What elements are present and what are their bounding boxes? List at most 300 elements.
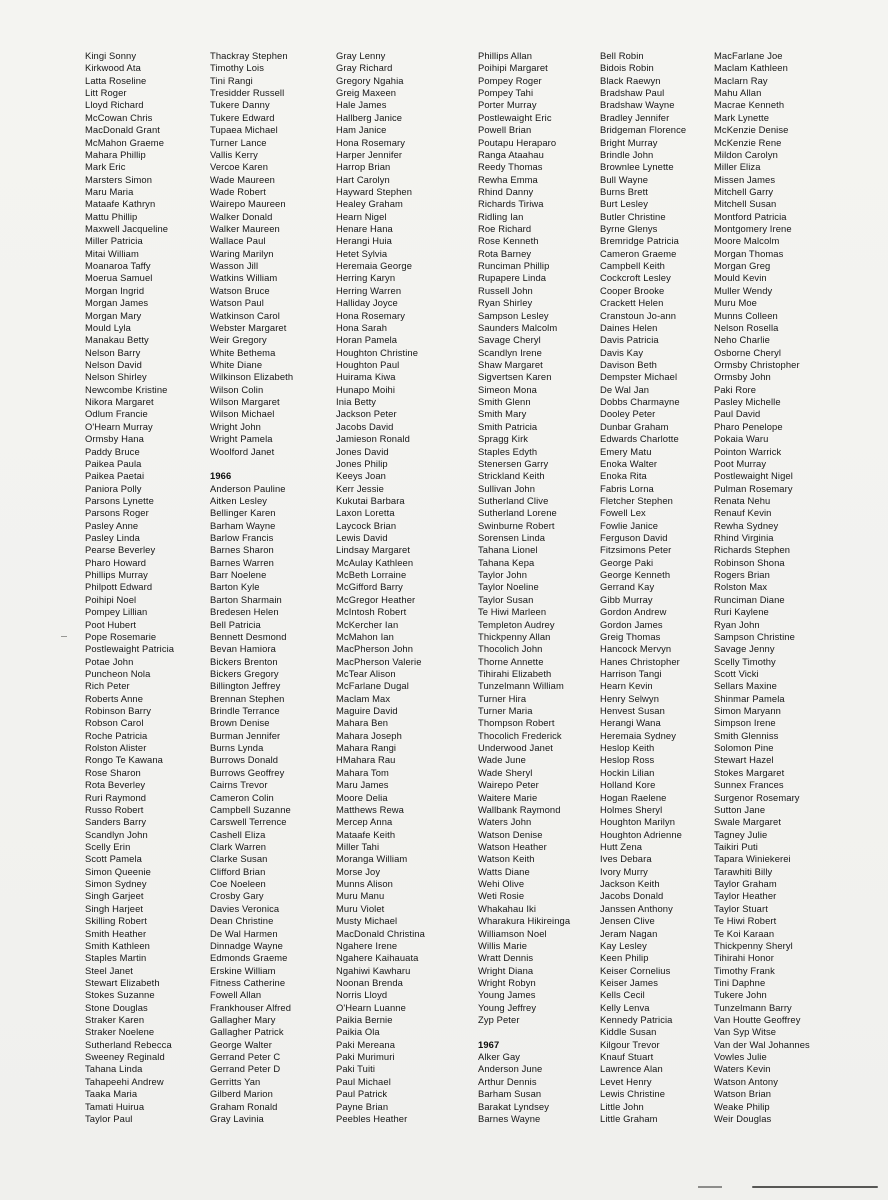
name-entry: Scott Vicki — [714, 667, 759, 679]
name-entry: Little Graham — [600, 1112, 658, 1124]
name-entry: Smith Patricia — [478, 420, 538, 432]
name-entry: Jones David — [336, 445, 389, 457]
name-entry: Stenersen Garry — [478, 457, 549, 469]
name-entry: Lloyd Richard — [85, 99, 144, 111]
name-entry: Peebles Heather — [336, 1112, 408, 1124]
name-entry: Miller Tahi — [336, 841, 380, 852]
name-entry: Van Houtte Geoffrey — [714, 1014, 801, 1026]
name-entry: Pompey Roger — [478, 74, 542, 86]
name-entry: Maru Maria — [85, 185, 134, 197]
name-entry: Graham Ronald — [210, 1100, 278, 1112]
name-entry: Alker Gay — [478, 1051, 521, 1063]
name-column-1 — [85, 50, 210, 1125]
name-entry: Watson Paul — [210, 297, 264, 309]
name-entry: Gallagher Patrick — [210, 1026, 284, 1038]
name-entry: Wade Maureen — [210, 173, 275, 185]
name-entry: Watson Heather — [478, 841, 547, 852]
name-entry: Tahana Kepa — [478, 556, 535, 568]
name-entry: Scott Pamela — [85, 853, 142, 865]
name-entry: Hale James — [336, 99, 387, 111]
name-entry: Paul Michael — [336, 1075, 391, 1087]
name-entry: Bradshaw Paul — [600, 87, 665, 99]
name-entry: Morgan Thomas — [714, 247, 784, 259]
name-entry: Watson Bruce — [210, 284, 270, 296]
name-entry: Thickpenny Allan — [478, 630, 551, 642]
name-entry: Sampson Lesley — [478, 309, 549, 321]
name-entry: Paul Patrick — [336, 1088, 388, 1100]
name-entry: Paki Tuiti — [336, 1063, 376, 1075]
name-entry: Scandlyn Irene — [478, 346, 542, 358]
name-entry: Gerritts Yan — [210, 1075, 261, 1087]
name-entry: Jensen Clive — [600, 915, 655, 927]
name-entry: Houghton Paul — [336, 358, 400, 370]
name-entry: Watkinson Carol — [210, 309, 280, 321]
name-entry: Williamson Noel — [478, 927, 547, 939]
name-entry: Sutton Jane — [714, 803, 766, 815]
name-entry: White Bethema — [210, 346, 276, 358]
name-entry: Osborne Cheryl — [714, 346, 782, 358]
name-entry: Morgan James — [85, 297, 149, 309]
name-entry: Mark Lynette — [714, 111, 770, 123]
name-entry: Poot Murray — [714, 457, 767, 469]
name-entry: Fowell Allan — [210, 989, 262, 1001]
name-entry: Mahara Tom — [336, 766, 389, 778]
name-entry: Hearn Kevin — [600, 680, 653, 692]
name-entry: Bell Robin — [600, 50, 644, 61]
name-entry: Barham Susan — [478, 1088, 542, 1100]
name-entry: Barnes Warren — [210, 556, 274, 568]
name-entry: Maru James — [336, 779, 389, 791]
name-entry: De Wal Jan — [600, 383, 650, 395]
name-entry: Herangi Huia — [336, 235, 392, 247]
name-entry: Vowles Julie — [714, 1051, 767, 1063]
name-entry: Campbell Keith — [600, 260, 665, 272]
name-entry: Matthews Rewa — [336, 803, 404, 815]
name-entry: Watson Antony — [714, 1075, 779, 1087]
name-entry: Gray Lavinia — [210, 1112, 264, 1124]
name-entry: Ngahiwi Kawharu — [336, 964, 411, 976]
name-entry: Nelson David — [85, 358, 142, 370]
name-entry: Postlewaight Nigel — [714, 470, 793, 482]
name-entry: Philpott Edward — [85, 581, 153, 593]
name-entry: Savage Jenny — [714, 643, 775, 655]
name-entry: Fitzsimons Peter — [600, 544, 672, 556]
name-entry: Cashell Eliza — [210, 828, 266, 840]
name-entry: Litt Roger — [85, 87, 127, 99]
name-entry: Noonan Brenda — [336, 976, 403, 988]
name-entry: Gerrand Peter D — [210, 1063, 281, 1075]
name-entry: Cockcroft Lesley — [600, 272, 671, 284]
name-entry: Lewis David — [336, 532, 388, 544]
name-entry: Waring Marilyn — [210, 247, 274, 259]
name-entry: Sullivan John — [478, 482, 536, 494]
name-entry: Bell Patricia — [210, 618, 261, 630]
name-entry: Byrne Glenys — [600, 223, 658, 235]
name-entry: Huirama Kiwa — [336, 371, 396, 383]
name-entry: Enoka Rita — [600, 470, 647, 482]
name-entry: McCowan Chris — [85, 111, 153, 123]
name-entry: Barton Kyle — [210, 581, 260, 593]
name-entry: Muru Manu — [336, 890, 385, 902]
name-entry: MacDonald Grant — [85, 124, 160, 136]
name-entry: Bull Wayne — [600, 173, 649, 185]
name-entry: Janssen Anthony — [600, 902, 673, 914]
name-entry: Taylor Heather — [714, 890, 777, 902]
name-entry: Webster Margaret — [210, 321, 287, 333]
scan-artifact-line — [752, 1186, 878, 1188]
name-entry: Holland Kore — [600, 779, 656, 791]
blank-row — [210, 458, 336, 470]
name-entry: Newcombe Kristine — [85, 383, 168, 395]
name-entry: Macrae Kenneth — [714, 99, 785, 111]
name-entry: Wilson Michael — [210, 408, 275, 420]
name-entry: Stokes Margaret — [714, 766, 785, 778]
name-entry: Dempster Michael — [600, 371, 678, 383]
name-entry: Hona Rosemary — [336, 309, 406, 321]
name-entry: Erskine William — [210, 964, 276, 976]
name-entry: Turner Hira — [478, 692, 527, 704]
name-entry: Tihirahi Honor — [714, 952, 774, 964]
name-entry: Rewha Sydney — [714, 519, 779, 531]
name-entry: Porter Murray — [478, 99, 537, 111]
name-entry: Maguire David — [336, 705, 398, 717]
name-entry: Simon Queenie — [85, 865, 151, 877]
name-entry: Davies Veronica — [210, 902, 280, 914]
name-entry: Poutapu Heraparo — [478, 136, 557, 148]
name-entry: Morgan Greg — [714, 260, 771, 272]
name-entry: Burt Lesley — [600, 198, 648, 210]
name-entry: Brindle Terrance — [210, 705, 280, 717]
name-entry: Clarke Susan — [210, 853, 268, 865]
name-entry: Pointon Warrick — [714, 445, 782, 457]
name-entry: Neho Charlie — [714, 334, 770, 346]
name-entry: Barlow Francis — [210, 532, 274, 544]
name-entry: Paniora Polly — [85, 482, 142, 494]
name-entry: McMahon Graeme — [85, 136, 165, 148]
name-entry: Smith Glenniss — [714, 729, 779, 741]
name-entry: Houghton Adrienne — [600, 828, 682, 840]
name-entry: Munns Alison — [336, 878, 393, 890]
name-entry: Swale Margaret — [714, 816, 782, 828]
name-entry: Ryan Shirley — [478, 297, 533, 309]
name-entry: Rongo Te Kawana — [85, 754, 163, 766]
name-entry: Smith Heather — [85, 927, 147, 939]
name-entry: Mahara Ben — [336, 717, 389, 729]
name-entry: MacDonald Christina — [336, 927, 425, 939]
name-entry: Parsons Roger — [85, 507, 149, 519]
name-entry: Mildon Carolyn — [714, 148, 778, 160]
name-column-4 — [478, 50, 600, 1125]
name-entry: Montgomery Irene — [714, 223, 792, 235]
name-entry: Keiser James — [600, 976, 658, 988]
name-entry: Dean Christine — [210, 915, 274, 927]
name-entry: Hockin Lilian — [600, 766, 655, 778]
name-entry: Templeton Audrey — [478, 618, 555, 630]
name-entry: Greig Maxeen — [336, 87, 397, 99]
name-entry: Henare Hana — [336, 223, 393, 235]
name-entry: Kay Lesley — [600, 939, 647, 951]
name-entry: Davison Beth — [600, 358, 657, 370]
name-entry: Mattu Phillip — [85, 210, 138, 222]
name-entry: Taylor John — [478, 569, 528, 581]
name-entry: MacFarlane Joe — [714, 50, 783, 61]
name-entry: Hunapo Moihi — [336, 383, 396, 395]
name-entry: Hancock Mervyn — [600, 643, 672, 655]
name-entry: Bevan Hamiora — [210, 643, 276, 655]
name-entry: Hanes Christopher — [600, 655, 680, 667]
name-entry: Straker Noelene — [85, 1026, 155, 1038]
name-entry: Crosby Gary — [210, 890, 264, 902]
name-entry: Solomon Pine — [714, 742, 774, 754]
name-entry: Wilson Margaret — [210, 396, 280, 408]
name-entry: Tini Daphne — [714, 976, 766, 988]
name-entry: Paki Rore — [714, 383, 757, 395]
name-entry: Tahana Linda — [85, 1063, 143, 1075]
name-entry: Hayward Stephen — [336, 185, 413, 197]
name-entry: Ruri Kaylene — [714, 606, 769, 618]
name-entry: Barham Wayne — [210, 519, 276, 531]
name-entry: Paikea Paula — [85, 457, 142, 469]
name-entry: Herring Warren — [336, 284, 402, 296]
name-entry: Smith Kathleen — [85, 939, 150, 951]
name-entry: Tukere John — [714, 989, 767, 1001]
name-entry: Parsons Lynette — [85, 494, 154, 506]
name-entry: Paikia Ola — [336, 1026, 380, 1038]
name-entry: Pope Rosemarie — [85, 630, 157, 642]
name-entry: Whakahau Iki — [478, 902, 536, 914]
name-entry: Tapara Winiekerei — [714, 853, 791, 865]
name-entry: Burns Brett — [600, 185, 648, 197]
name-entry: Rolston Alister — [85, 742, 147, 754]
name-entry: Savage Cheryl — [478, 334, 541, 346]
name-entry: Watkins William — [210, 272, 278, 284]
name-entry: George Kenneth — [600, 569, 671, 581]
name-entry: Fitness Catherine — [210, 976, 286, 988]
name-entry: Halliday Joyce — [336, 297, 398, 309]
name-entry: Mahu Allan — [714, 87, 762, 99]
name-entry: Tahana Lionel — [478, 544, 538, 556]
name-entry: MacPherson John — [336, 643, 414, 655]
name-entry: Taylor Susan — [478, 593, 534, 605]
name-entry: Paki Murimuri — [336, 1051, 395, 1063]
name-entry: Kirkwood Ata — [85, 62, 141, 74]
name-entry: Fowlie Janice — [600, 519, 659, 531]
name-entry: Herangi Wana — [600, 717, 661, 729]
name-entry: Singh Garjeet — [85, 890, 144, 902]
name-entry: Hearn Nigel — [336, 210, 387, 222]
name-entry: Dunbar Graham — [600, 420, 669, 432]
name-entry: Watson Denise — [478, 828, 543, 840]
name-entry: Paddy Bruce — [85, 445, 140, 457]
name-entry: Ormsby Hana — [85, 433, 144, 445]
name-entry: Moore Malcolm — [714, 235, 780, 247]
name-entry: Morgan Ingrid — [85, 284, 145, 296]
name-entry: Moore Delia — [336, 791, 388, 803]
name-entry: Simon Maryann — [714, 705, 781, 717]
name-entry: Walker Maureen — [210, 223, 280, 235]
name-entry: Tini Rangi — [210, 74, 253, 86]
name-entry: Turner Maria — [478, 705, 533, 717]
name-entry: Sutherland Lorene — [478, 507, 557, 519]
name-entry: Gerrand Peter C — [210, 1051, 281, 1063]
name-entry: Thocolich Frederick — [478, 729, 562, 741]
name-entry: Jones Philip — [336, 457, 388, 469]
name-entry: Burrows Donald — [210, 754, 279, 766]
name-entry: Richards Stephen — [714, 544, 791, 556]
name-entry: McMahon Ian — [336, 630, 394, 642]
name-entry: Mahara Rangi — [336, 742, 397, 754]
name-entry: Bickers Gregory — [210, 667, 279, 679]
name-entry: Bellinger Karen — [210, 507, 276, 519]
name-entry: Simpson Irene — [714, 717, 776, 729]
name-entry: Cooper Brooke — [600, 284, 665, 296]
name-entry: Timothy Frank — [714, 964, 775, 976]
name-entry: Kennedy Patricia — [600, 1014, 673, 1026]
name-entry: Marsters Simon — [85, 173, 153, 185]
name-entry: Surgenor Rosemary — [714, 791, 800, 803]
name-entry: Paikea Paetai — [85, 470, 145, 482]
name-entry: Postlewaight Eric — [478, 111, 552, 123]
name-entry: Aitken Lesley — [210, 494, 268, 506]
name-entry: Nelson Rosella — [714, 321, 779, 333]
name-entry: Pasley Anne — [85, 519, 139, 531]
name-entry: Russell John — [478, 284, 533, 296]
name-entry: Tagney Julie — [714, 828, 768, 840]
name-entry: Holmes Sheryl — [600, 803, 663, 815]
name-entry: HMahara Rau — [336, 754, 396, 766]
name-entry: Skilling Robert — [85, 915, 147, 927]
name-entry: Jacobs Donald — [600, 890, 664, 902]
name-entry: Pasley Linda — [85, 532, 140, 544]
name-entry: Campbell Suzanne — [210, 803, 291, 815]
name-entry: Sweeney Reginald — [85, 1051, 165, 1063]
name-entry: Pearse Beverley — [85, 544, 156, 556]
name-entry: Cameron Colin — [210, 791, 274, 803]
scan-artifact-dash — [698, 1186, 722, 1188]
name-entry: Burman Jennifer — [210, 729, 281, 741]
name-entry: Rolston Max — [714, 581, 768, 593]
name-entry: Watson Brian — [714, 1088, 772, 1100]
name-entry: Pokaia Waru — [714, 433, 769, 445]
name-entry: Jacobs David — [336, 420, 394, 432]
name-entry: Sanders Barry — [85, 816, 147, 828]
name-entry: Stewart Hazel — [714, 754, 774, 766]
name-entry: Weir Gregory — [210, 334, 267, 346]
name-entry: Gregory Ngahia — [336, 74, 404, 86]
name-entry: Tamati Huirua — [85, 1100, 145, 1112]
name-entry: Carswell Terrence — [210, 816, 287, 828]
name-entry: Pasley Michelle — [714, 396, 781, 408]
name-entry: McIntosh Robert — [336, 606, 407, 618]
name-entry: Phillips Allan — [478, 50, 533, 61]
name-entry: Robson Carol — [85, 717, 144, 729]
name-entry: Postlewaight Patricia — [85, 643, 175, 655]
name-entry: Sorensen Linda — [478, 532, 546, 544]
name-entry: Miller Patricia — [85, 235, 143, 247]
name-entry: Spragg Kirk — [478, 433, 529, 445]
name-entry: Bennett Desmond — [210, 630, 287, 642]
name-entry: Gordon James — [600, 618, 663, 630]
name-entry: Rose Kenneth — [478, 235, 539, 247]
name-entry: O'Hearn Luanne — [336, 1001, 406, 1013]
name-entry: Heremaia George — [336, 260, 413, 272]
name-entry: Kelly Lenva — [600, 1001, 650, 1013]
name-entry: MacPherson Valerie — [336, 655, 422, 667]
name-entry: McFarlane Dugal — [336, 680, 409, 692]
name-entry: Bidois Robin — [600, 62, 654, 74]
name-entry: Singh Harjeet — [85, 902, 144, 914]
name-entry: Wright Pamela — [210, 433, 273, 445]
name-entry: Renauf Kevin — [714, 507, 772, 519]
name-entry: Te Hiwi Marleen — [478, 606, 547, 618]
name-entry: Wright John — [210, 420, 261, 432]
name-entry: Maxwell Jacqueline — [85, 223, 169, 235]
name-entry: Taikiri Puti — [714, 841, 758, 852]
name-entry: Bradshaw Wayne — [600, 99, 675, 111]
name-entry: Sutherland Clive — [478, 494, 549, 506]
name-entry: Powell Brian — [478, 124, 532, 136]
name-entry: Enoka Walter — [600, 457, 658, 469]
name-entry: Nelson Barry — [85, 346, 141, 358]
name-entry: Mitchell Susan — [714, 198, 777, 210]
name-entry: Simeon Mona — [478, 383, 537, 395]
name-entry: Davis Kay — [600, 346, 644, 358]
name-entry: Munns Colleen — [714, 309, 778, 321]
name-entry: Hogan Raelene — [600, 791, 667, 803]
name-entry: Gilberd Marion — [210, 1088, 273, 1100]
name-entry: Taylor Noeline — [478, 581, 539, 593]
name-entry: Levet Henry — [600, 1075, 652, 1087]
name-entry: Roche Patricia — [85, 729, 148, 741]
name-entry: Missen James — [714, 173, 776, 185]
name-entry: Mercep Anna — [336, 816, 393, 828]
name-entry: Wade Sheryl — [478, 766, 533, 778]
name-entry: Harrop Brian — [336, 161, 391, 173]
name-entry: Coe Noeleen — [210, 878, 266, 890]
name-entry: Lindsay Margaret — [336, 544, 411, 556]
name-entry: Butler Christine — [600, 210, 666, 222]
name-entry: Paul David — [714, 408, 761, 420]
name-entry: Ivory Murry — [600, 865, 648, 877]
name-entry: Wharakura Hikireinga — [478, 915, 571, 927]
name-entry: Weir Douglas — [714, 1112, 772, 1124]
name-entry: Bright Murray — [600, 136, 658, 148]
name-entry: Hutt Zena — [600, 841, 643, 852]
name-entry: Emery Matu — [600, 445, 652, 457]
name-entry: Smith Glenn — [478, 396, 531, 408]
name-entry: Hona Rosemary — [336, 136, 406, 148]
name-entry: Potae John — [85, 655, 134, 667]
name-entry: Vercoe Karen — [210, 161, 269, 173]
name-entry: Mahara Phillip — [85, 148, 146, 160]
name-entry: Clark Warren — [210, 841, 267, 852]
name-entry: Stokes Suzanne — [85, 989, 155, 1001]
name-entry: Cairns Trevor — [210, 779, 268, 791]
name-entry: Saunders Malcolm — [478, 321, 558, 333]
name-entry: Houghton Christine — [336, 346, 419, 358]
name-entry: Thompson Robert — [478, 717, 555, 729]
name-entry: Pharo Penelope — [714, 420, 783, 432]
name-entry: Thorne Annette — [478, 655, 544, 667]
year-heading-1966: 1966 — [210, 470, 232, 482]
name-entry: Latta Roseline — [85, 74, 147, 86]
name-entry: Wairepo Peter — [478, 779, 539, 791]
name-entry: Heslop Ross — [600, 754, 655, 766]
name-entry: Wilson Colin — [210, 383, 264, 395]
name-entry: Taaka Maria — [85, 1088, 138, 1100]
name-entry: Barnes Wayne — [478, 1112, 541, 1124]
name-entry: Rhind Virginia — [714, 532, 774, 544]
